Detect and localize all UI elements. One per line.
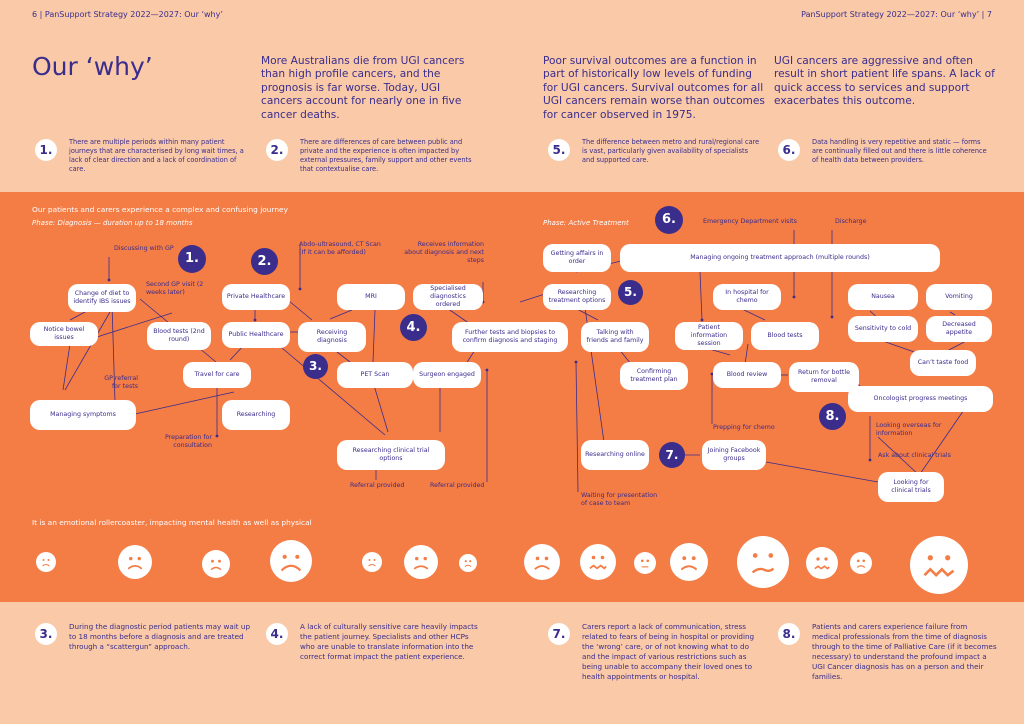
- step-researching-online: Researching online: [581, 440, 649, 470]
- note-text-5: The difference between metro and rural/regional care is vast, particularly given availability of specialists and supported care.: [582, 138, 760, 164]
- step-blood-tests-2: Blood tests (2nd round): [147, 322, 211, 350]
- face-grimacing-icon: [580, 544, 616, 580]
- face-distressed-icon: [524, 544, 560, 580]
- label-ask-trials: Ask about clinical trials: [878, 452, 951, 459]
- label-gp-referral: GP referral for tests: [104, 375, 138, 390]
- step-researching-trials: Researching clinical trial options: [337, 440, 445, 470]
- step-cant-taste: Can’t taste food: [910, 350, 976, 376]
- intro-paragraph-2: Poor survival outcomes are a function in part of historically low levels of funding for UGI cancers. Survival outcomes for all UGI cancers remain worse than outcomes for cancer observed in 1975.: [543, 55, 765, 121]
- label-second-gp: Second GP visit (2 weeks later): [146, 281, 204, 296]
- step-blood-review: Blood review: [713, 362, 781, 388]
- label-discharge: Discharge: [835, 218, 867, 225]
- header-left: 6 | PanSupport Strategy 2022—2027: Our ‘why’: [32, 10, 223, 19]
- page-title: Our ‘why’: [32, 52, 153, 81]
- step-talking-friends: Talking with friends and family: [581, 322, 649, 352]
- note-text-6: Data handling is very repetitive and static — forms are continually filled out and there is little coherence of health data between providers.: [812, 138, 987, 164]
- step-change-diet: Change of diet to identify IBS issues: [68, 284, 136, 312]
- label-emergency: Emergency Department visits: [703, 218, 797, 225]
- step-pet-scan: PET Scan: [337, 362, 413, 388]
- step-joining-facebook: Joining Facebook groups: [702, 440, 766, 470]
- intro-paragraph-1: More Australians die from UGI cancers than high profile cancers, and the prognosis is far worse. Today, UGI cancers account for nearly one in five cancer deaths.: [261, 55, 465, 121]
- label-prepping: Prepping for chemo: [713, 424, 775, 431]
- face-neutral-small-icon: [634, 552, 656, 574]
- label-discussing-gp: Discussing with GP: [114, 245, 174, 252]
- step-return-bottle: Return for bottle removal: [789, 362, 859, 392]
- label-referral-1: Referral provided: [350, 482, 405, 489]
- marker-6: 6.: [655, 206, 683, 234]
- marker-2: 2.: [251, 248, 278, 275]
- note-text-3: During the diagnostic period patients may wait up to 18 months before a diagnosis and are treated through a “scattergun” approach.: [69, 622, 251, 651]
- marker-7: 7.: [659, 442, 685, 468]
- step-receiving-diagnosis: Receiving diagnosis: [298, 322, 366, 352]
- marker-1: 1.: [178, 245, 206, 273]
- face-overwhelmed-icon: [910, 536, 968, 594]
- note-number-3: 3.: [35, 623, 57, 645]
- step-mri: MRI: [337, 284, 405, 310]
- step-getting-affairs: Getting affairs in order: [543, 244, 611, 272]
- face-frowning-icon: [202, 550, 230, 578]
- face-anxious-icon: [806, 547, 838, 579]
- rollercoaster-caption: It is an emotional rollercoaster, impacting mental health as well as physical: [32, 518, 312, 527]
- face-slightly-sad-icon: [36, 552, 56, 572]
- step-travel-care: Travel for care: [183, 362, 251, 388]
- note-text-7: Carers report a lack of communication, stress related to fears of being in hospital or providing the ‘wrong’ care, or of not knowing what to do and the impact of various restrictions such as being unable to accompany their loved ones to health appointments or hospital.: [582, 622, 755, 681]
- step-decreased-appetite: Decreased appetite: [926, 316, 992, 342]
- note-number-4: 4.: [266, 623, 288, 645]
- note-number-2: 2.: [266, 139, 288, 161]
- step-sensitivity-cold: Sensitivity to cold: [848, 316, 918, 342]
- step-nausea: Nausea: [848, 284, 918, 310]
- step-private-healthcare: Private Healthcare: [222, 284, 290, 310]
- step-surgeon-engaged: Surgeon engaged: [413, 362, 481, 388]
- step-specialised-diagnostics: Specialised diagnostics ordered: [413, 284, 483, 310]
- label-looking-overseas: Looking overseas for information: [876, 422, 942, 437]
- step-further-tests: Further tests and biopsies to confirm diagnosis and staging: [452, 322, 568, 352]
- step-public-healthcare: Public Healthcare: [222, 322, 290, 348]
- note-number-7: 7.: [548, 623, 570, 645]
- face-uneasy-icon: [737, 536, 789, 588]
- label-receives-info: Receives information about diagnosis and next steps: [404, 241, 484, 264]
- step-managing-symptoms: Managing symptoms: [30, 400, 136, 430]
- note-text-2: There are differences of care between public and private and the experience is often impacted by external pressures, family support and other events that contextualise care.: [300, 138, 472, 173]
- step-looking-trials: Looking for clinical trials: [878, 472, 944, 502]
- note-number-8: 8.: [778, 623, 800, 645]
- label-preparation: Preparation for consultation: [164, 434, 212, 449]
- marker-5: 5.: [618, 280, 643, 305]
- note-text-8: Patients and carers experience failure from medical professionals from the time of diagnosis through to the time of Palliative Care (if it becomes necessary) to understand the profound impact a UGI Cancer diagnosis has on a person and their families.: [812, 622, 997, 681]
- note-number-1: 1.: [35, 139, 57, 161]
- step-vomiting: Vomiting: [926, 284, 992, 310]
- step-confirming-plan: Confirming treatment plan: [620, 362, 688, 390]
- header-right: PanSupport Strategy 2022—2027: Our ‘why’ | 7: [801, 10, 992, 19]
- journey-map: [0, 192, 1024, 602]
- note-text-4: A lack of culturally sensitive care heavily impacts the patient journey. Specialists and other HCPs who are unable to translate information into the correct format impact the patient experience.: [300, 622, 478, 661]
- note-number-5: 5.: [548, 139, 570, 161]
- marker-4: 4.: [400, 314, 427, 341]
- step-oncologist-meetings: Oncologist progress meetings: [848, 386, 993, 412]
- step-blood-tests: Blood tests: [751, 322, 819, 350]
- face-upset-icon: [404, 545, 438, 579]
- face-very-sad-icon: [270, 540, 312, 582]
- step-managing-ongoing: Managing ongoing treatment approach (multiple rounds): [620, 244, 940, 272]
- step-patient-info-session: Patient information session: [675, 322, 743, 350]
- face-worried-icon: [670, 543, 708, 581]
- face-tiny-sad-icon: [459, 554, 477, 572]
- marker-3: 3.: [303, 354, 328, 379]
- note-number-6: 6.: [778, 139, 800, 161]
- label-waiting: Waiting for presentation of case to team: [581, 492, 658, 507]
- label-abdo: Abdo-ultrasound, CT Scan (If it can be afforded): [299, 241, 381, 256]
- phase-diagnosis-label: Phase: Diagnosis — duration up to 18 months: [32, 219, 193, 227]
- label-referral-2: Referral provided: [430, 482, 485, 489]
- note-text-1: There are multiple periods within many patient journeys that are characterised by long wait times, a lack of clear direction and a lack of coordination of care.: [69, 138, 244, 173]
- face-sad-icon: [118, 545, 152, 579]
- marker-8: 8.: [819, 403, 846, 430]
- step-notice-bowel: Notice bowel issues: [30, 322, 98, 346]
- step-researching-treatment: Researching treatment options: [543, 284, 611, 310]
- step-in-hospital-chemo: In hospital for chemo: [713, 284, 781, 310]
- face-small-frown-icon: [850, 552, 872, 574]
- step-researching: Researching: [222, 400, 290, 430]
- intro-paragraph-3: UGI cancers are aggressive and often result in short patient life spans. A lack of quick access to services and support exacerbates this outcome.: [774, 55, 995, 108]
- phase-treatment-label: Phase: Active Treatment: [543, 219, 629, 227]
- face-small-sad-icon: [362, 552, 382, 572]
- journey-heading: Our patients and carers experience a complex and confusing journey: [32, 205, 288, 214]
